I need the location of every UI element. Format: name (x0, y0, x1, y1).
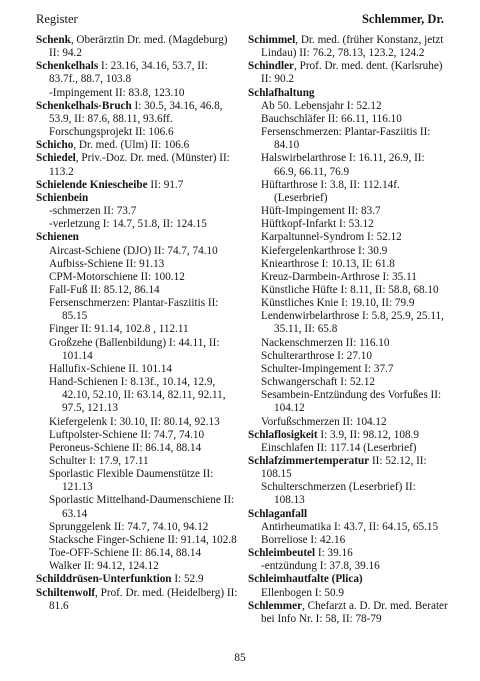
index-references: Schulterschmerzen (Leserbrief) II: 108.13 (261, 481, 416, 507)
index-term: Schlemmer (248, 599, 303, 612)
index-references: I: 30.5, 34.16, 46.8, 53.9, II: 87.6, 88.11, 93.6ff. (49, 99, 223, 125)
index-references: I: 52.9 (171, 573, 204, 586)
index-term: Schlaflosigkeit (248, 428, 318, 441)
index-term: Schleimhautfalte (Plica) (248, 573, 363, 586)
index-references: Vorfußschmerzen II: 104.12 (261, 415, 387, 428)
index-references: Sporlastic Flexible Daumenstütze II: 121.13 (49, 468, 214, 494)
index-subentry (248, 389, 448, 415)
index-references: Nackenschmerzen II: 116.10 (261, 336, 390, 349)
index-references: , Chefarzt a. D. Dr. med. Berater bei Info Nr. I: 58, II: 78-79 (261, 599, 448, 625)
index-references: , Prof. Dr. med. (Heidelberg) II: 81.6 (49, 586, 238, 612)
index-entry (36, 34, 238, 60)
index-subentry (248, 271, 448, 284)
index-subentry (248, 363, 448, 376)
index-references: Hüftkopf-Infarkt I: 53.12 (261, 218, 374, 231)
section-title: Register (36, 12, 78, 26)
index-term: Schienbein (36, 191, 89, 204)
index-entry (36, 152, 238, 178)
index-references: Schwangerschaft I: 52.12 (261, 376, 376, 389)
index-entry (36, 179, 238, 192)
index-references: Hand-Schienen I: 8.13f., 10.14, 12.9, 42.10, 52.10, II: 63.14, 82.11, 92.11, 97.5, 121.13 (49, 376, 226, 415)
index-term: Schlafhaltung (248, 86, 315, 99)
index-term: Schenkelhals (36, 60, 99, 73)
index-references: Sprunggelenk II: 74.7, 74.10, 94.12 (49, 520, 209, 533)
index-references: Antirheumatika I: 43.7, II: 64.15, 65.15 (261, 520, 439, 533)
index-subentry (248, 337, 448, 350)
index-references: Fersenschmerzen: Plantar-Fasziitis II: 84.10 (261, 126, 431, 152)
index-references: Sporlastic Mittelhand-Daumenschiene II: 63.14 (49, 494, 235, 520)
index-subentry (248, 376, 448, 389)
index-references: , Dr. med. (früher Konstanz, jetzt Lindau) II: 76.2, 78.13, 123.2, 124.2 (261, 34, 444, 60)
index-references: Sesambein-Entzündung des Vorfußes II: 104.12 (261, 389, 442, 415)
index-references: Schulter-Impingement I: 37.7 (261, 362, 394, 375)
index-entry (248, 60, 448, 86)
index-references: Peroneus-Schiene II: 86.14, 88.14 (49, 441, 202, 454)
index-term: Schiltenwolf (36, 586, 96, 599)
index-term: Schlafzimmertemperatur (248, 455, 370, 467)
index-subentry (36, 547, 238, 560)
index-term: Schimmel (248, 34, 296, 46)
running-header (36, 12, 444, 28)
index-subentry (248, 560, 448, 573)
index-entry (248, 429, 448, 442)
index-subentry (36, 468, 238, 494)
index-subentry (36, 416, 238, 429)
index-references: Einschlafen II: 117.14 (Leserbrief) (261, 441, 417, 454)
index-entry (248, 508, 448, 521)
index-term: Schlaganfall (248, 507, 308, 520)
index-term: Schleimbeutel (248, 547, 316, 560)
index-subentry (248, 100, 448, 113)
index-subentry (248, 284, 448, 297)
index-entry (248, 87, 448, 100)
index-references: Aufbiss-Schiene II: 91.13 (49, 257, 165, 270)
index-references: Ab 50. Lebensjahr I: 52.12 (261, 99, 382, 112)
index-references: Hallufix-Schiene II. 101.14 (49, 362, 173, 375)
index-subentry (36, 534, 238, 547)
index-references: Aircast-Schiene (DJO) II: 74.7, 74.10 (49, 244, 218, 257)
index-subentry (36, 337, 238, 363)
index-subentry (248, 258, 448, 271)
index-subentry (36, 560, 238, 573)
index-subentry (248, 126, 448, 152)
index-references: -schmerzen II: 73.7 (49, 205, 137, 218)
index-entry (36, 231, 238, 244)
index-references: Fall-Fuß II: 85.12, 86.14 (49, 283, 160, 296)
page-number: 85 (234, 652, 246, 664)
index-references: Schulterarthrose I: 27.10 (261, 349, 372, 362)
index-references: Finger II: 91.14, 102.8 , 112.11 (49, 323, 189, 336)
index-term: Schielende Kniescheibe (36, 178, 148, 191)
index-references: Kiefergelenkarthrose I: 30.9 (261, 244, 388, 257)
index-entry (36, 573, 238, 586)
index-subentry (36, 245, 238, 258)
index-references: Schulter I: 17.9, 17.11 (49, 455, 149, 467)
index-subentry (248, 521, 448, 534)
index-references: I: 3.9, II: 98.12, 108.9 (317, 428, 419, 441)
index-entry (36, 192, 238, 205)
index-subentry (36, 494, 238, 520)
index-entry (248, 573, 448, 586)
index-references: Hüftarthrose I: 3.8, II: 112.14f. (Leserbrief) (261, 178, 400, 204)
index-subentry (248, 534, 448, 547)
index-subentry (248, 113, 448, 126)
index-references: Kniearthrose I: 10.13, II: 61.8 (261, 257, 395, 270)
index-term: Schenkelhals-Bruch (36, 99, 132, 112)
index-references: , Prof. Dr. med. dent. (Karlsruhe) II: 90.2 (261, 60, 443, 86)
index-subentry (36, 297, 238, 323)
index-column-left (36, 34, 238, 613)
index-entry (36, 139, 238, 152)
index-entry (248, 34, 448, 60)
running-head-entry: Schlemmer, Dr. (361, 12, 444, 26)
index-subentry (36, 284, 238, 297)
index-subentry (36, 126, 238, 139)
index-references: Borreliose I: 42.16 (261, 533, 346, 546)
index-entry (36, 100, 238, 126)
index-references: Stacksche Finger-Schiene II: 91.14, 102.8 (49, 533, 237, 546)
index-references: Künstliche Hüfte I: 8.11, II: 58.8, 68.10 (261, 283, 439, 296)
index-references: Kreuz-Darmbein-Arthrose I: 35.11 (261, 270, 417, 283)
index-subentry (248, 416, 448, 429)
index-column-right (248, 34, 448, 626)
index-references: CPM-Motorschiene II: 100.12 (49, 270, 185, 283)
index-references: Lendenwirbelarthrose I: 5.8, 25.9, 25.11, 35.11, II: 65.8 (261, 310, 444, 336)
index-references: Bauchschläfer II: 66.11, 116.10 (261, 112, 402, 125)
index-subentry (36, 271, 238, 284)
index-term: Schilddrüsen-Unterfunktion (36, 573, 172, 586)
index-subentry (36, 442, 238, 455)
index-references: , Priv.-Doz. Dr. med. (Münster) II: 113.2 (49, 152, 230, 178)
index-subentry (36, 323, 238, 336)
index-references: Toe-OFF-Schiene II: 86.14, 88.14 (49, 547, 202, 560)
index-subentry (36, 363, 238, 376)
index-references: , Dr. med. (Ulm) II: 106.6 (73, 139, 190, 152)
index-references: II: 52.12, II: 108.15 (261, 455, 427, 481)
index-term: Schindler (248, 60, 295, 73)
index-term: Schiedel (36, 152, 76, 165)
index-references: Großzehe (Ballenbildung) I: 44.11, II: 101.14 (49, 336, 220, 362)
index-references: Fersenschmerzen: Plantar-Fasziitis II: 85.15 (49, 297, 219, 323)
index-subentry (248, 218, 448, 231)
index-subentry (36, 218, 238, 231)
index-references: Halswirbelarthrose I: 16.11, 26.9, II: 66.9, 66.11, 76.9 (261, 152, 425, 178)
index-subentry (248, 587, 448, 600)
index-references: -Impingement II: 83.8, 123.10 (49, 86, 185, 99)
index-subentry (248, 350, 448, 363)
index-references: I: 39.16 (315, 547, 353, 560)
index-subentry (36, 455, 238, 468)
index-subentry (248, 179, 448, 205)
index-subentry (248, 442, 448, 455)
index-subentry (248, 297, 448, 310)
index-subentry (248, 205, 448, 218)
index-references: Walker II: 94.12, 124.12 (49, 560, 159, 573)
index-term: Schienen (36, 231, 79, 244)
index-subentry (36, 429, 238, 442)
index-subentry (248, 231, 448, 244)
index-references: Künstliches Knie I: 19.10, II: 79.9 (261, 297, 415, 310)
index-references: , Oberärztin Dr. med. (Magdeburg) II: 94.2 (49, 34, 228, 60)
index-references: -entzündung I: 37.8, 39.16 (261, 560, 380, 573)
index-subentry (248, 245, 448, 258)
index-references: Ellenbogen I: 50.9 (261, 586, 344, 599)
index-references: Luftpolster-Schiene II: 74.7, 74.10 (49, 428, 205, 441)
index-term: Schenk (36, 34, 71, 46)
index-entry (248, 547, 448, 560)
index-subentry (248, 152, 448, 178)
index-subentry (36, 258, 238, 271)
index-entry (36, 60, 238, 86)
index-subentry (36, 205, 238, 218)
index-entry (248, 600, 448, 626)
index-references: Karpaltunnel-Syndrom I: 52.12 (261, 231, 402, 244)
index-references: -verletzung I: 14.7, 51.8, II: 124.15 (49, 218, 207, 231)
index-references: II: 91.7 (147, 178, 184, 191)
index-references: I: 23.16, 34.16, 53.7, II: 83.7f., 88.7, 103.8 (49, 60, 208, 86)
index-references: Kiefergelenk I: 30.10, II: 80.14, 92.13 (49, 415, 220, 428)
index-subentry (36, 87, 238, 100)
index-entry (36, 587, 238, 613)
index-subentry (36, 521, 238, 534)
index-entry (248, 455, 448, 481)
index-subentry (248, 310, 448, 336)
index-subentry (248, 481, 448, 507)
index-references: Forschungsprojekt II: 106.6 (49, 126, 174, 139)
index-term: Schicho (36, 139, 74, 152)
index-references: Hüft-Impingement II: 83.7 (261, 205, 381, 218)
index-subentry (36, 376, 238, 415)
